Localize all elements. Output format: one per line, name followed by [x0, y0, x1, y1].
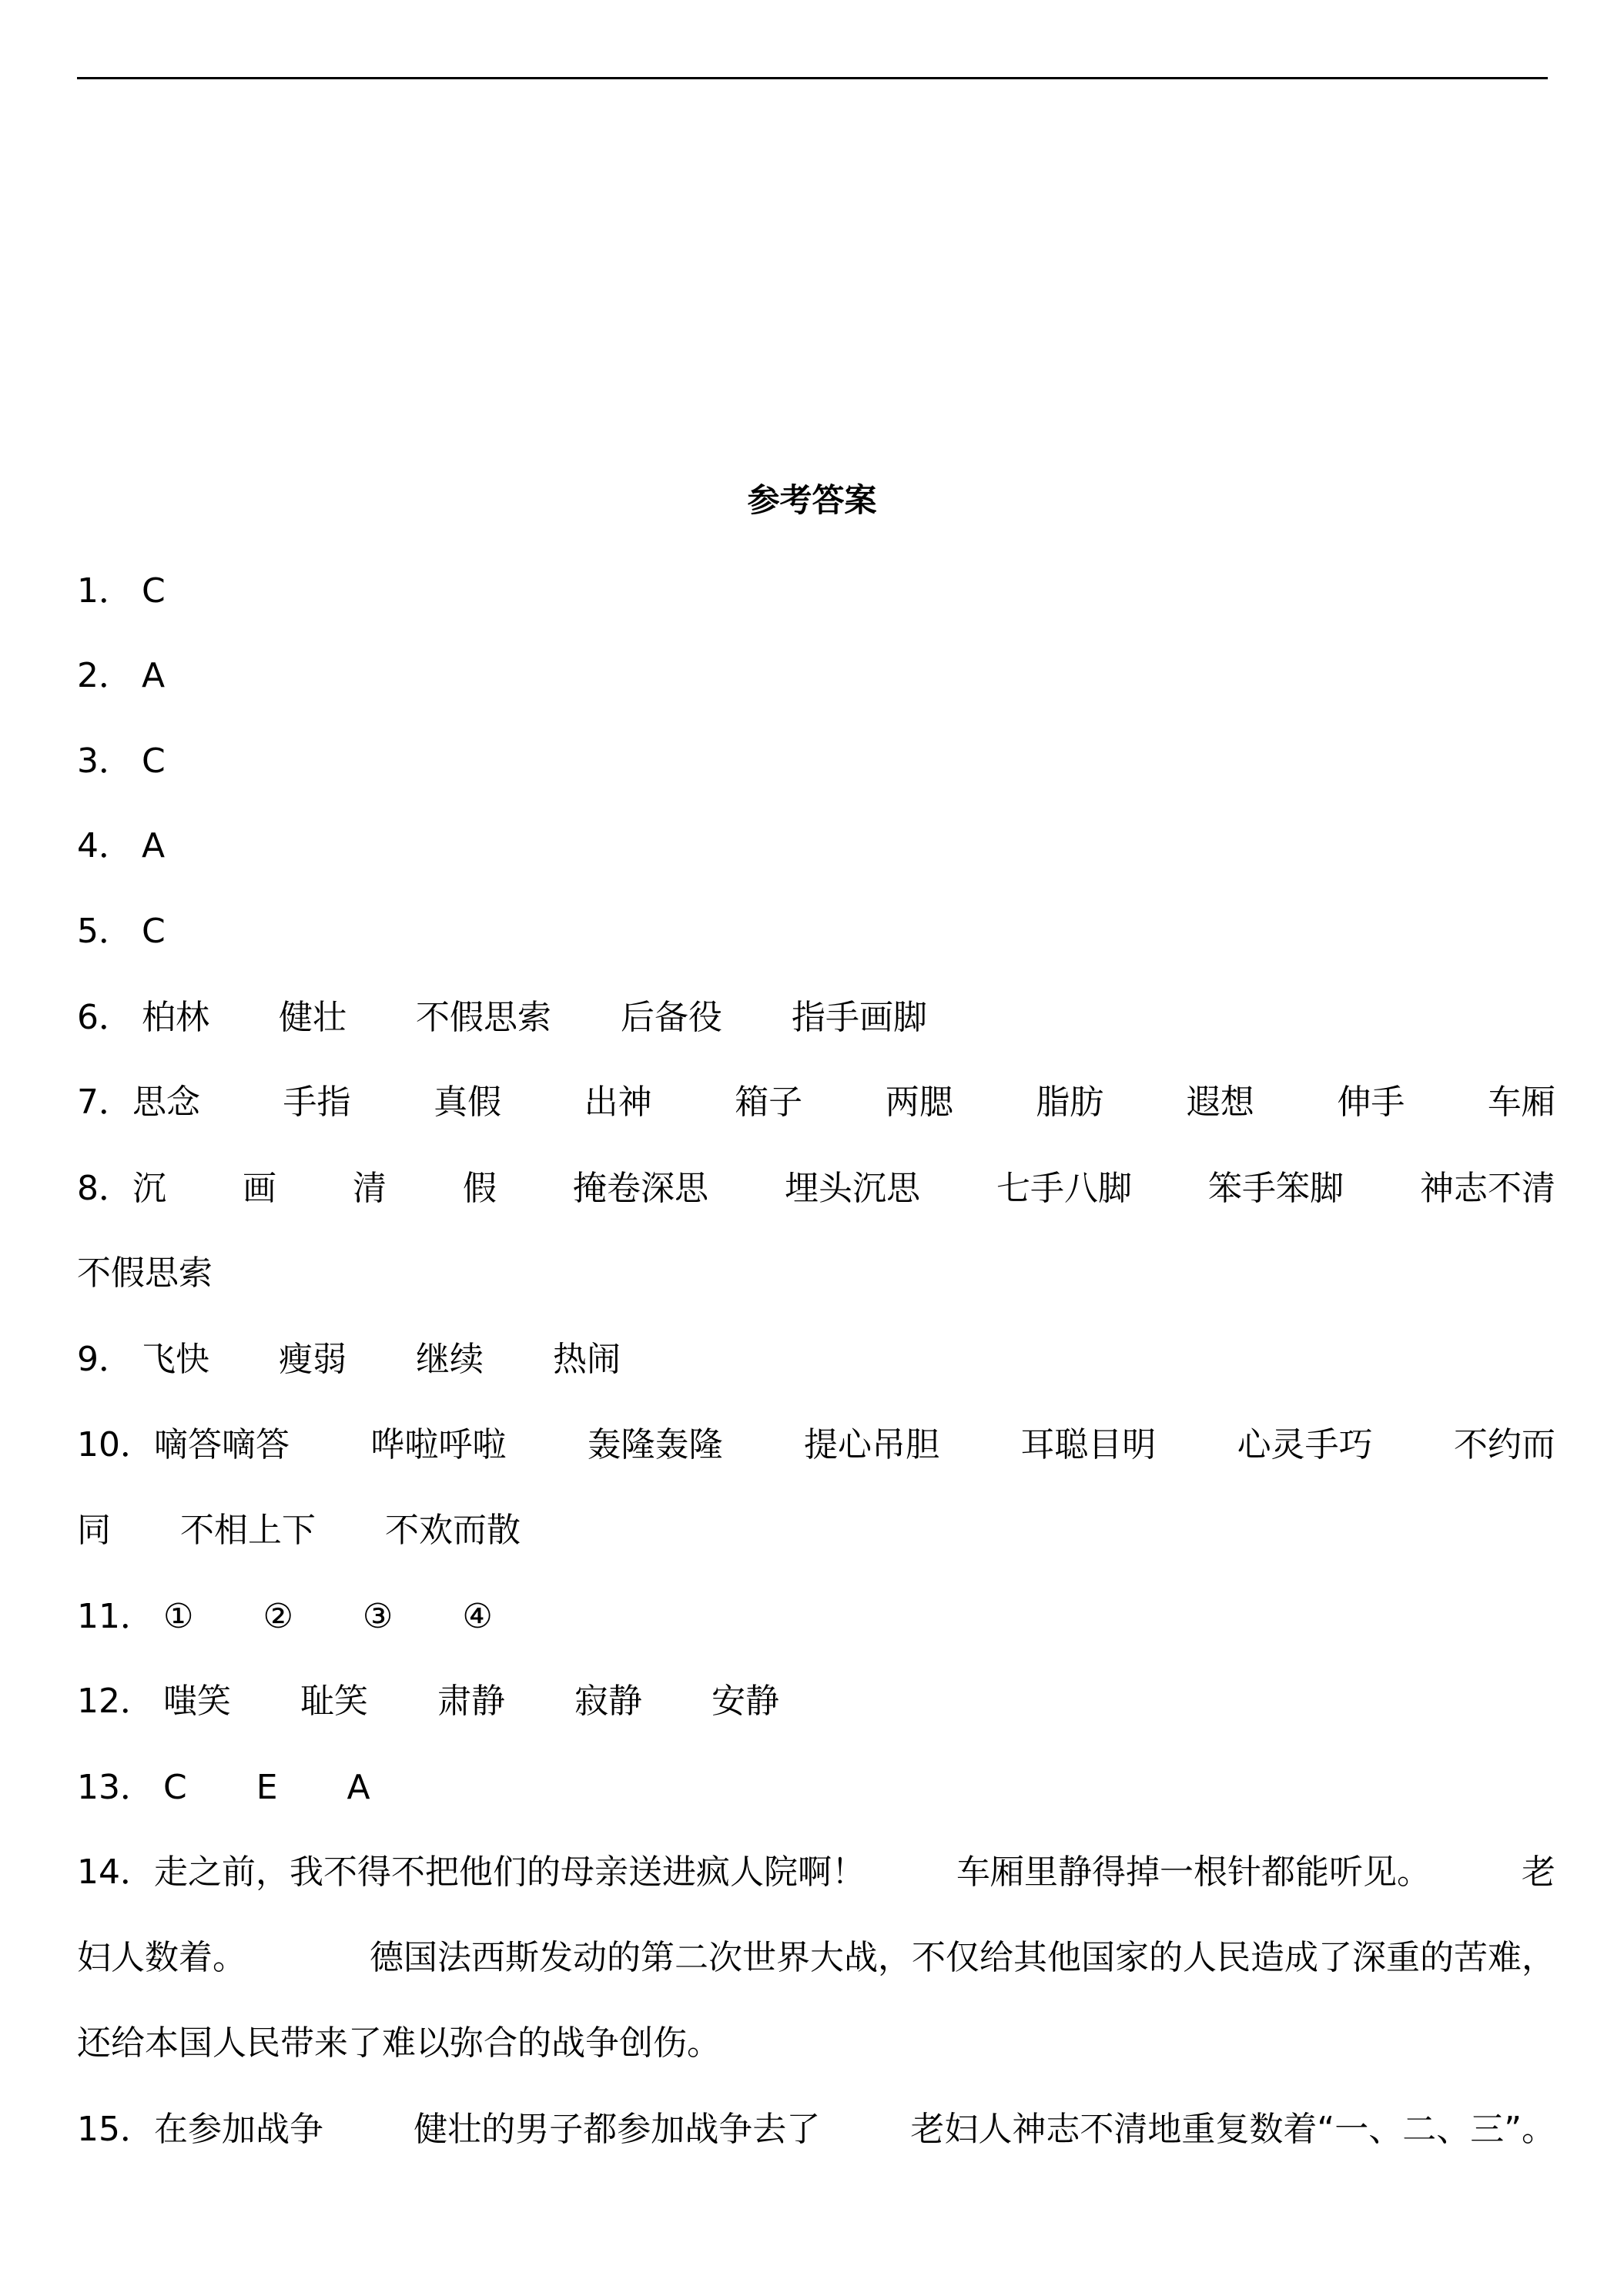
question-number: 4．	[77, 826, 132, 865]
answer-line-11	[77, 1592, 1555, 1642]
answer-item: 掩卷深思	[573, 1169, 708, 1208]
answer-item: 瘦弱	[279, 1340, 347, 1379]
question-number: 10．	[77, 1425, 154, 1464]
answer-line-8-cont	[77, 1249, 1555, 1298]
answer-item: 肃静	[437, 1682, 505, 1721]
question-number: 14．	[77, 1853, 154, 1892]
answer-line-6	[77, 993, 1555, 1043]
page-title: 参考答案	[747, 481, 877, 519]
answer-item: 不欢而散	[385, 1511, 521, 1550]
answer-item: 手指	[283, 1083, 351, 1122]
question-number: 1．	[77, 571, 132, 611]
answer-item: 不相上下	[180, 1511, 316, 1550]
answer-item: 思念	[132, 1083, 200, 1122]
answer-item: 寂静	[574, 1682, 642, 1721]
answer-sentence: 德国法西斯发动的第二次世界大战，不仅给其他国家的人民造成了深重的苦难，	[370, 1938, 1555, 1977]
answer-item: 热闹	[553, 1340, 621, 1379]
answer-line-14-cont-1	[77, 1933, 1555, 1983]
answer-item: 耳聪目明	[1020, 1425, 1157, 1464]
answer-item: ③	[362, 1597, 393, 1636]
answer-item: 车厢	[1487, 1083, 1555, 1122]
answer-line-9	[77, 1335, 1555, 1384]
answer-line-10-cont	[77, 1506, 1555, 1555]
answer-item: 嗤笑	[163, 1682, 231, 1721]
answer-line-8	[77, 1164, 1555, 1213]
answer-line-13	[77, 1763, 1555, 1812]
question-number: 15．	[77, 2110, 154, 2149]
answer-item: 健壮	[279, 998, 347, 1037]
answer-item: 安静	[712, 1682, 779, 1721]
answer-item: C	[142, 912, 166, 951]
question-number: 12．	[77, 1682, 154, 1721]
answer-line-4	[77, 822, 1555, 871]
answer-line-3	[77, 737, 1555, 786]
answer-sentence: 在参加战争	[154, 2110, 323, 2149]
answer-item: 飞快	[142, 1340, 209, 1379]
answer-item: C	[163, 1768, 187, 1807]
answer-item: 笨手笨脚	[1208, 1169, 1344, 1208]
answer-item: 神志不清	[1420, 1169, 1555, 1208]
answer-sentence: 妇人数着。	[77, 1938, 246, 1977]
answer-line-14	[77, 1848, 1555, 1897]
answer-sentence: 还给本国人民带来了难以弥合的战争创伤。	[77, 2023, 721, 2063]
answer-line-2	[77, 651, 1555, 701]
answer-sentence: 车厢里静得掉一根针都能听见。	[956, 1853, 1431, 1892]
question-number: 7．	[77, 1083, 132, 1122]
answer-line-7	[77, 1078, 1555, 1127]
answer-item: 画	[243, 1169, 276, 1208]
answer-item: E	[256, 1768, 278, 1807]
answer-item: 箱子	[735, 1083, 803, 1122]
answer-item: 耻笑	[300, 1682, 368, 1721]
answer-item: 继续	[416, 1340, 484, 1379]
question-number: 5．	[77, 912, 132, 951]
answer-sentence: 老	[1522, 1853, 1555, 1892]
answer-line-5	[77, 907, 1555, 956]
answer-item: 伸手	[1337, 1083, 1405, 1122]
answer-line-12	[77, 1677, 1555, 1726]
answer-item: 两腮	[885, 1083, 953, 1122]
answer-item: A	[142, 826, 166, 865]
answer-item: 真假	[434, 1083, 502, 1122]
answer-item: 轰隆轰隆	[587, 1425, 723, 1464]
answer-item: 埋头沉思	[785, 1169, 920, 1208]
answer-line-10	[77, 1421, 1555, 1470]
answer-item: 不约而	[1453, 1425, 1555, 1464]
answer-item: A	[142, 656, 166, 695]
answer-item: 不假思索	[77, 1253, 213, 1293]
answer-item: 同	[77, 1511, 111, 1550]
header-rule	[77, 77, 1548, 79]
answer-item: 嘀答嘀答	[154, 1425, 290, 1464]
question-number: 3．	[77, 741, 132, 781]
answer-sentence: 老妇人神志不清地重复数着“一、二、三”。	[910, 2110, 1555, 2149]
answer-line-15	[77, 2105, 1555, 2154]
answer-sentence: 健壮的男子都参加战争去了	[414, 2110, 821, 2149]
answer-item: 提心吊胆	[803, 1425, 939, 1464]
answer-sentence: 走之前，我不得不把他们的母亲送进疯人院啊！	[154, 1853, 866, 1892]
question-number: 8．	[77, 1169, 132, 1208]
answer-line-14-cont-2	[77, 2019, 1555, 2068]
question-number: 2．	[77, 656, 132, 695]
answer-item: ②	[263, 1597, 293, 1636]
answer-item: 指手画脚	[792, 998, 927, 1037]
question-number: 13．	[77, 1768, 154, 1807]
question-number: 9．	[77, 1340, 132, 1379]
answer-item: 出神	[584, 1083, 652, 1122]
answer-item: 遐想	[1186, 1083, 1254, 1122]
answer-item: 脂肪	[1036, 1083, 1104, 1122]
answer-line-1	[77, 567, 1555, 616]
answer-item: 沉	[132, 1169, 166, 1208]
question-number: 6．	[77, 998, 132, 1037]
answer-item: ④	[462, 1597, 493, 1636]
answer-item: C	[142, 571, 166, 611]
answer-item: 假	[463, 1169, 497, 1208]
answer-item: 清	[353, 1169, 387, 1208]
answer-item: 七手八脚	[996, 1169, 1132, 1208]
answer-item: C	[142, 741, 166, 781]
question-number: 11．	[77, 1597, 154, 1636]
answer-item: 心灵手巧	[1237, 1425, 1373, 1464]
answer-item: 哗啦呼啦	[370, 1425, 507, 1464]
answer-item: ①	[163, 1597, 194, 1636]
answer-item: A	[347, 1768, 370, 1807]
answer-item: 不假思索	[416, 998, 551, 1037]
answer-item: 柏林	[142, 998, 209, 1037]
answer-item: 后备役	[621, 998, 722, 1037]
